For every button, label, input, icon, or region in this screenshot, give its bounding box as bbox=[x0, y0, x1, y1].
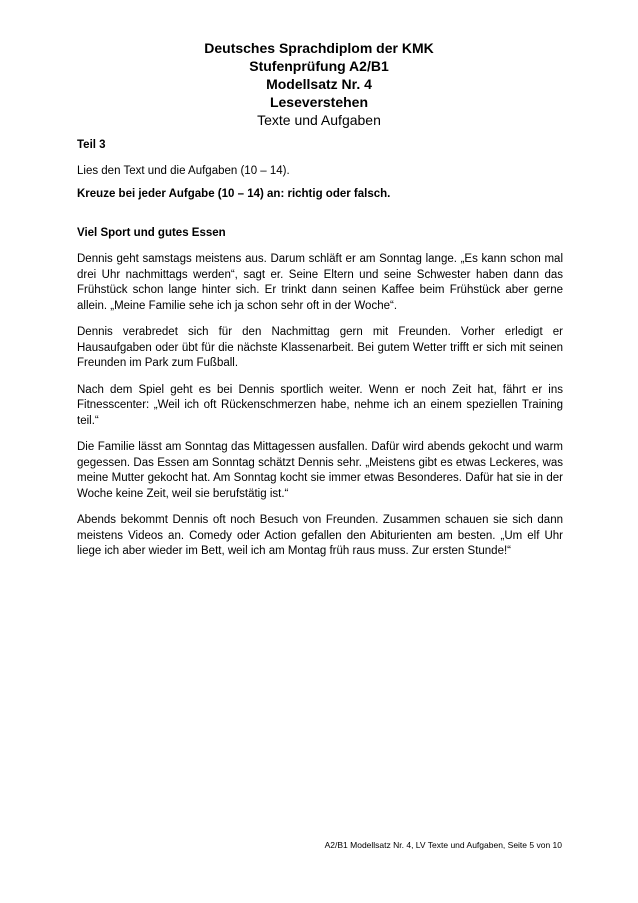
paragraph: Dennis geht samstags meistens aus. Darum schläft er am Sonntag lange. „Es kann schon mal drei Uhr nachmittags werden“, sagt er. Seine Eltern und seine Schwester haben dann das Frühstück schon lange hinter sich. Er trinkt dann seinen Kaffee beim Frühstück aber gerne allein. „Meine Familie sehe ich ja schon sehr oft in der Woche“. bbox=[77, 253, 563, 312]
instruction-text: Lies den Text und die Aufgaben (10 – 14). bbox=[77, 164, 290, 177]
paragraph: Nach dem Spiel geht es bei Dennis sportlich weiter. Wenn er noch Zeit hat, fährt er ins Fitnesscenter: „Weil ich oft Rückenschmerzen habe, nehme ich an einem speziellen Training teil.“ bbox=[77, 383, 563, 427]
reading-text-title: Viel Sport und gutes Essen bbox=[77, 226, 226, 239]
paragraph: Abends bekommt Dennis oft noch Besuch von Freunden. Zusammen schauen sie sich dann meistens Videos an. Comedy oder Action gefallen den Abiturienten am besten. „Um elf Uhr liege ich aber wieder im Bett, weil ich am Montag früh raus muss. Zur ersten Stunde!“ bbox=[77, 514, 563, 557]
page-footer: A2/B1 Modellsatz Nr. 4, LV Texte und Aufgaben, Seite 5 von 10 bbox=[324, 840, 562, 850]
section-label: Teil 3 bbox=[77, 139, 106, 151]
header-skill: Leseverstehen bbox=[269, 94, 369, 110]
task-instruction: Kreuze bei jeder Aufgabe (10 – 14) an: richtig oder falsch. bbox=[77, 188, 391, 200]
document-header bbox=[0, 39, 638, 129]
paragraph: Dennis verabredet sich für den Nachmittag gern mit Freunden. Vorher erledigt er Hausaufgaben oder übt für die nächste Klassenarbeit. Bei gutem Wetter trifft er sich mit seinen Freunden im Park zum Fußball. bbox=[77, 326, 563, 369]
header-model-set: Modellsatz Nr. 4 bbox=[266, 76, 372, 92]
header-title: Deutsches Sprachdiplom der KMK bbox=[204, 40, 434, 56]
document-body bbox=[77, 138, 563, 571]
header-level: Stufenprüfung A2/B1 bbox=[249, 58, 389, 74]
header-subtitle: Texte und Aufgaben bbox=[257, 112, 381, 128]
paragraph: Die Familie lässt am Sonntag das Mittagessen ausfallen. Dafür wird abends gekocht und warm gegessen. Das Essen am Sonntag schätzt Dennis sehr. „Meistens gibt es etwas Leckeres, was meine Mutter gekocht hat. Am Sonntag kocht sie immer etwas Besonderes. Dafür hat sie in der Woche keine Zeit, weil sie berufstätig ist.“ bbox=[77, 441, 563, 500]
